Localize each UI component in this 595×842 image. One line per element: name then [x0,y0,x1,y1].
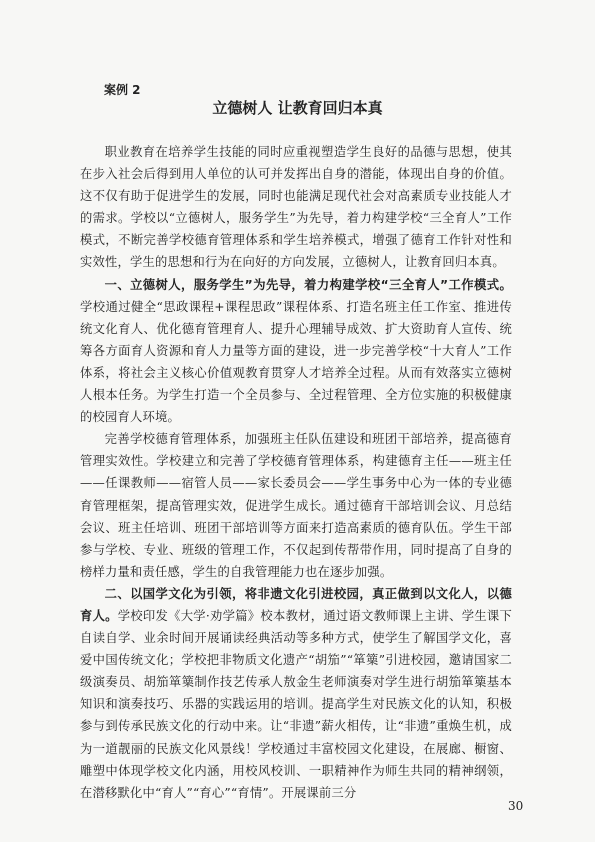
body-text [80,141,512,804]
case-label: 案例 2 [104,83,141,97]
paragraph-4 [80,583,512,804]
paragraph-2 [80,274,512,429]
paragraph-heading: 二、以国学文化为引领，将非遗文化引进校园，真正做到以文化人，以德育人。 [80,586,512,623]
page-title: 立德树人 让教育回归本真 [212,99,383,117]
page-number: 30 [508,799,524,813]
paragraph-text: 职业教育在培养学生技能的同时应重视塑造学生良好的品德与思想，使其在步入社会后得到用人单位的认可并发挥出自身的潜能，体现出自身的价值。这不仅有助于促进学生的发展，同时也能满足现代社会对高素质专业技能人才的需求。学校以“立德树人，服务学生”为先导，着力构建学校“三全育人”工作模式，不断完善学校德育管理体系和学生培养模式，增强了德育工作针对性和实效性，学生的思想和行为在向好的方向发展，立德树人，让教育回归本真。 [80,145,512,270]
paragraph-text: 完善学校德育管理体系，加强班主任队伍建设和班团干部培养，提高德育管理实效性。学校建立和完善了学校德育管理体系，构建德育主任——班主任——任课教师——宿管人员——家长委员会——学生事务中心为一体的专业德育管理框架，提高管理实效，促进学生成长。通过德育干部培训会议、月总结会议、班主任培训、班团干部培训等方面来打造高素质的德育队伍。学生干部参与学校、专业、班级的管理工作，不仅起到传帮带作用，同时提高了自身的榜样力量和责任感，学生的自我管理能力也在逐步加强。 [80,432,512,579]
paragraph-heading: 一、立德树人，服务学生”为先导，着力构建学校“三全育人”工作模式。 [104,277,512,292]
paragraph-3 [80,428,512,583]
paragraph-text: 学校通过健全“思政课程+课程思政”课程体系、打造名班主任工作室、推进传统文化育人、优化德育管理育人、提升心理辅导成效、扩大资助育人宣传、统筹各方面育人资源和育人力量等方面的建设，进一步完善学校“十大育人”工作体系，将社会主义核心价值观教育贯穿人才培养全过程。从而有效落实立德树人根本任务。为学生打造一个全员参与、全过程管理、全方位实施的积极健康的校园育人环境。 [80,299,512,425]
paragraph-1 [80,141,512,274]
paragraph-text: 学校印发《大学·劝学篇》校本教材，通过语文教师课上主讲、学生课下自读自学、业余时间开展诵读经典活动等多种方式，使学生了解国学文化，喜爱中国传统文化；学校把非物质文化遗产“胡笳”“箪篥”引进校园，邀请国家二级演奏员、胡笳箪篥制作技艺传承人敖金生老师演奏对学生进行胡笳箪篥基本知识和演奏技巧、乐器的实践运用的培训。提高学生对民族文化的认知，积极参与到传承民族文化的行动中来。让“非遗”薪火相传，让“非遗”重焕生机，成为一道靓丽的民族文化风景线！学校通过丰富校园文化建设，在展廊、橱窗、雕塑中体现学校文化内涵，用校风校训、一职精神作为师生共同的精神纲领，在潜移默化中“育人”“育心”“育情”。开展课前三分 [80,608,512,800]
